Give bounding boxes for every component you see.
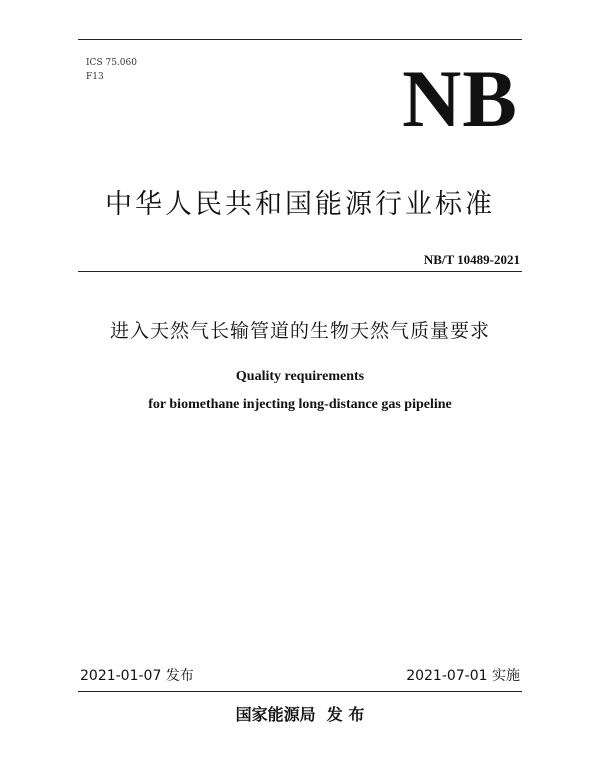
title-chinese: 进入天然气长输管道的生物天然气质量要求 <box>109 320 490 342</box>
title-english-line2: for biomethane injecting long-distance gas pipeline <box>148 397 452 412</box>
publisher: 国家能源局 发 布 <box>235 705 365 724</box>
top-rule <box>78 39 522 40</box>
footer-divider <box>78 691 522 692</box>
title-english-line1: Quality requirements <box>235 369 365 384</box>
ics-code: ICS 75.060 <box>86 58 137 68</box>
ccs-code: F13 <box>86 72 104 82</box>
standard-classification: 中华人民共和国能源行业标准 <box>105 189 495 220</box>
implementation-date: 2021-07-01 实施 <box>406 668 520 684</box>
nb-logo: NB <box>402 53 518 144</box>
issue-date: 2021-01-07 发布 <box>80 668 194 684</box>
header-divider <box>78 271 522 272</box>
standard-code: NB/T 10489-2021 <box>423 252 520 267</box>
